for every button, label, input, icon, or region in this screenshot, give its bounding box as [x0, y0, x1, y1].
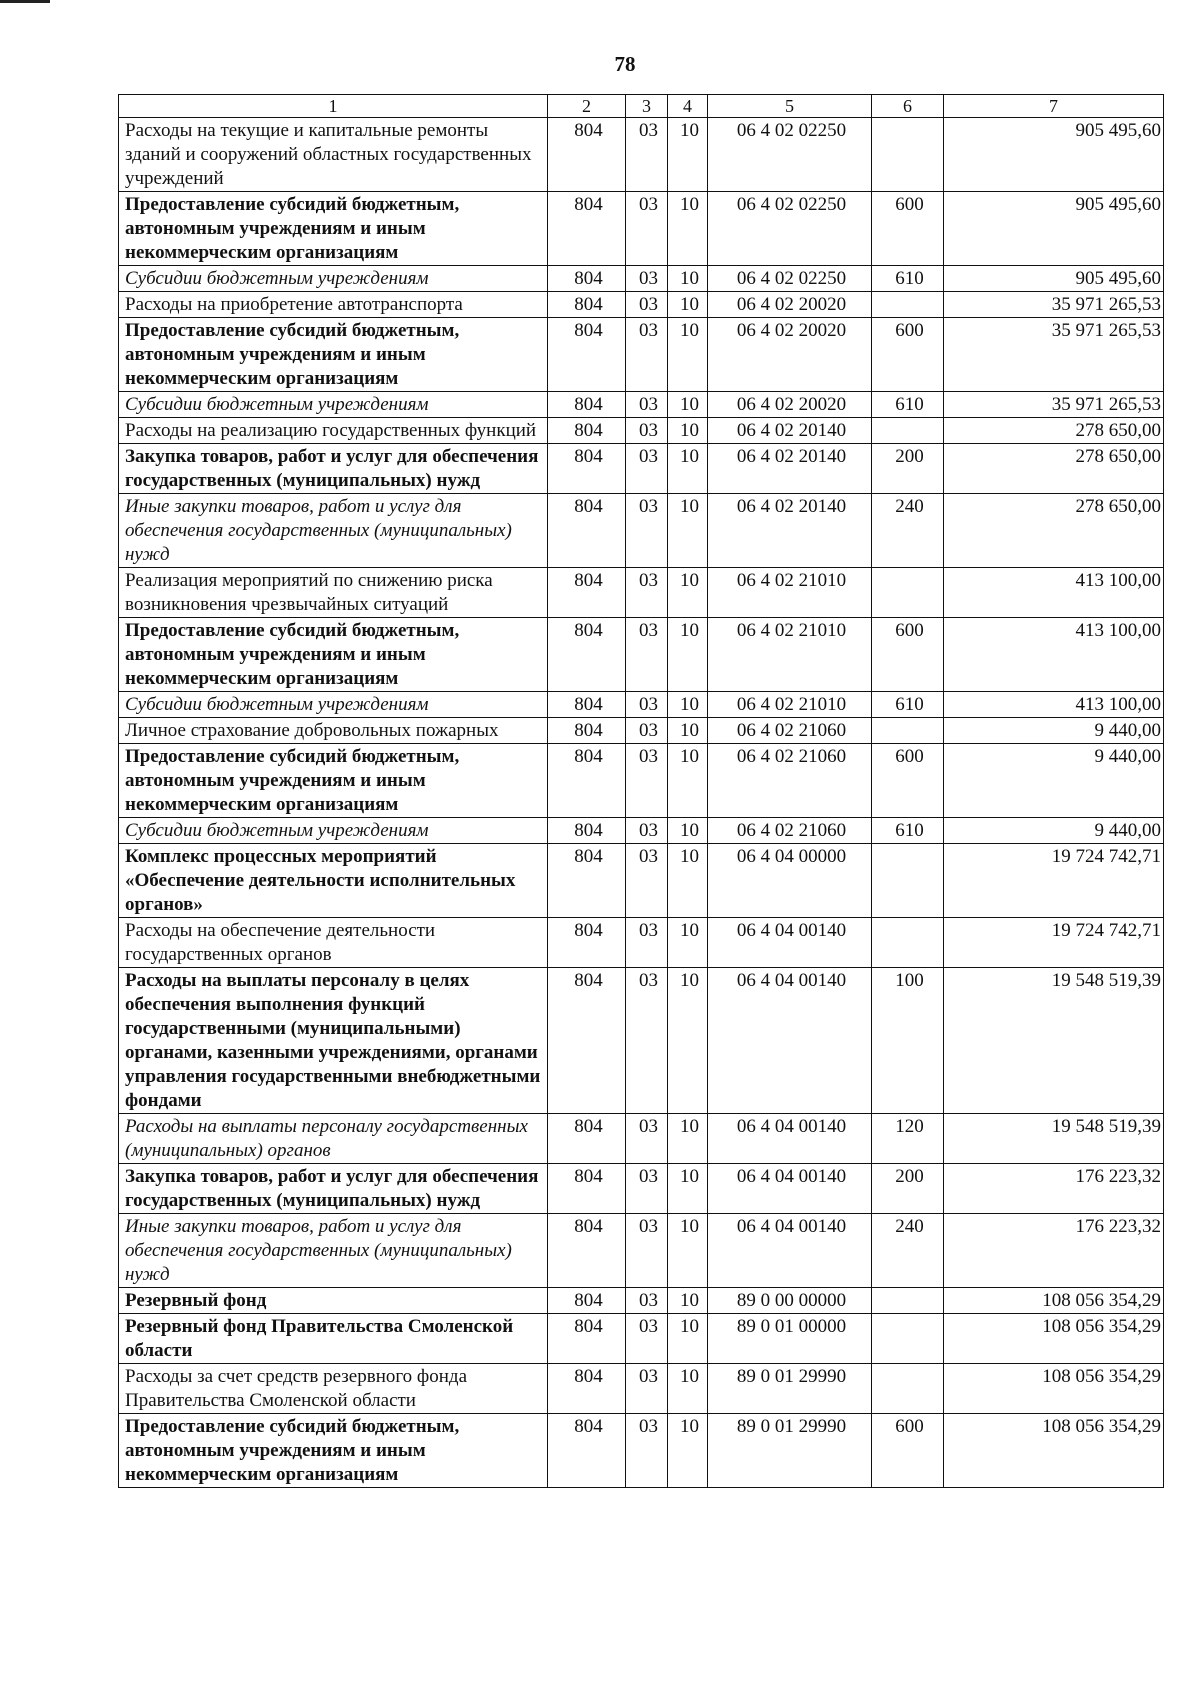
item-name: Предоставление субсидий бюджетным, автономным учреждениям и иным некоммерческим организациям	[119, 318, 548, 392]
table-row	[119, 744, 1164, 818]
table-row	[119, 444, 1164, 494]
item-name: Личное страхование добровольных пожарных	[119, 718, 548, 744]
column-header: 2	[548, 95, 626, 118]
cell-subsection-code: 10	[668, 494, 708, 568]
cell-subsection-code: 10	[668, 292, 708, 318]
item-name: Расходы на обеспечение деятельности государственных органов	[119, 918, 548, 968]
cell-subsection-code: 10	[668, 444, 708, 494]
cell-expense-type: 120	[872, 1114, 944, 1164]
cell-subsection-code: 10	[668, 818, 708, 844]
table-row	[119, 1114, 1164, 1164]
cell-target-code: 06 4 04 00000	[708, 844, 872, 918]
cell-expense-type: 100	[872, 968, 944, 1114]
column-header: 3	[626, 95, 668, 118]
cell-target-code: 06 4 02 21010	[708, 568, 872, 618]
table-row	[119, 392, 1164, 418]
cell-subsection-code: 10	[668, 1214, 708, 1288]
cell-amount: 35 971 265,53	[944, 392, 1164, 418]
cell-ministry-code: 804	[548, 618, 626, 692]
cell-target-code: 89 0 00 00000	[708, 1288, 872, 1314]
item-name: Расходы на текущие и капитальные ремонты зданий и сооружений областных государственных учреждений	[119, 118, 548, 192]
item-name: Субсидии бюджетным учреждениям	[119, 266, 548, 292]
table-row	[119, 844, 1164, 918]
cell-subsection-code: 10	[668, 392, 708, 418]
cell-target-code: 06 4 02 02250	[708, 118, 872, 192]
cell-amount: 413 100,00	[944, 568, 1164, 618]
cell-amount: 9 440,00	[944, 718, 1164, 744]
item-name: Расходы на выплаты персоналу государственных (муниципальных) органов	[119, 1114, 548, 1164]
item-name: Иные закупки товаров, работ и услуг для обеспечения государственных (муниципальных) нужд	[119, 494, 548, 568]
cell-ministry-code: 804	[548, 266, 626, 292]
cell-subsection-code: 10	[668, 718, 708, 744]
cell-ministry-code: 804	[548, 418, 626, 444]
cell-target-code: 89 0 01 29990	[708, 1414, 872, 1488]
cell-section-code: 03	[626, 1364, 668, 1414]
cell-expense-type	[872, 1364, 944, 1414]
cell-ministry-code: 804	[548, 1414, 626, 1488]
cell-expense-type	[872, 292, 944, 318]
cell-target-code: 06 4 02 02250	[708, 192, 872, 266]
table-row	[119, 568, 1164, 618]
cell-amount: 278 650,00	[944, 444, 1164, 494]
page-number: 78	[614, 52, 636, 76]
cell-target-code: 06 4 02 20140	[708, 418, 872, 444]
cell-subsection-code: 10	[668, 1364, 708, 1414]
cell-expense-type: 600	[872, 744, 944, 818]
cell-subsection-code: 10	[668, 1414, 708, 1488]
table-row	[119, 292, 1164, 318]
item-name: Расходы на реализацию государственных функций	[119, 418, 548, 444]
cell-amount: 35 971 265,53	[944, 292, 1164, 318]
cell-section-code: 03	[626, 292, 668, 318]
cell-target-code: 06 4 04 00140	[708, 1114, 872, 1164]
cell-amount: 19 724 742,71	[944, 844, 1164, 918]
cell-subsection-code: 10	[668, 266, 708, 292]
cell-expense-type: 600	[872, 318, 944, 392]
cell-amount: 278 650,00	[944, 418, 1164, 444]
cell-section-code: 03	[626, 266, 668, 292]
cell-target-code: 06 4 04 00140	[708, 968, 872, 1114]
cell-subsection-code: 10	[668, 418, 708, 444]
cell-target-code: 06 4 02 20020	[708, 318, 872, 392]
cell-target-code: 06 4 04 00140	[708, 1214, 872, 1288]
cell-subsection-code: 10	[668, 118, 708, 192]
cell-subsection-code: 10	[668, 192, 708, 266]
table-row	[119, 266, 1164, 292]
cell-subsection-code: 10	[668, 318, 708, 392]
cell-target-code: 06 4 02 02250	[708, 266, 872, 292]
item-name: Субсидии бюджетным учреждениям	[119, 818, 548, 844]
cell-expense-type	[872, 918, 944, 968]
cell-section-code: 03	[626, 1164, 668, 1214]
table-row	[119, 818, 1164, 844]
cell-section-code: 03	[626, 918, 668, 968]
cell-target-code: 06 4 02 21010	[708, 618, 872, 692]
cell-ministry-code: 804	[548, 968, 626, 1114]
item-name: Расходы за счет средств резервного фонда Правительства Смоленской области	[119, 1364, 548, 1414]
cell-subsection-code: 10	[668, 1164, 708, 1214]
cell-expense-type	[872, 1288, 944, 1314]
table-row	[119, 494, 1164, 568]
cell-amount: 905 495,60	[944, 266, 1164, 292]
cell-section-code: 03	[626, 1314, 668, 1364]
cell-ministry-code: 804	[548, 444, 626, 494]
cell-expense-type: 610	[872, 266, 944, 292]
cell-section-code: 03	[626, 568, 668, 618]
cell-expense-type: 600	[872, 618, 944, 692]
cell-amount: 905 495,60	[944, 192, 1164, 266]
item-name: Предоставление субсидий бюджетным, автономным учреждениям и иным некоммерческим организациям	[119, 192, 548, 266]
table-row	[119, 1364, 1164, 1414]
cell-amount: 176 223,32	[944, 1164, 1164, 1214]
table-row	[119, 318, 1164, 392]
table-row	[119, 1288, 1164, 1314]
cell-ministry-code: 804	[548, 744, 626, 818]
cell-ministry-code: 804	[548, 718, 626, 744]
cell-ministry-code: 804	[548, 844, 626, 918]
cell-subsection-code: 10	[668, 692, 708, 718]
cell-ministry-code: 804	[548, 118, 626, 192]
cell-subsection-code: 10	[668, 1288, 708, 1314]
cell-section-code: 03	[626, 744, 668, 818]
cell-ministry-code: 804	[548, 292, 626, 318]
table-row	[119, 1214, 1164, 1288]
cell-amount: 35 971 265,53	[944, 318, 1164, 392]
cell-section-code: 03	[626, 1288, 668, 1314]
cell-subsection-code: 10	[668, 1314, 708, 1364]
header-row	[119, 95, 1164, 118]
item-name: Иные закупки товаров, работ и услуг для обеспечения государственных (муниципальных) нужд	[119, 1214, 548, 1288]
budget-table	[118, 94, 1164, 1488]
cell-section-code: 03	[626, 844, 668, 918]
cell-section-code: 03	[626, 318, 668, 392]
item-name: Расходы на выплаты персоналу в целях обеспечения выполнения функций государственными (муниципальными) органами, казенными учреждениями, органами управления государственными внебюджетными фондами	[119, 968, 548, 1114]
item-name: Резервный фонд Правительства Смоленской области	[119, 1314, 548, 1364]
cell-amount: 9 440,00	[944, 744, 1164, 818]
cell-target-code: 06 4 02 21060	[708, 818, 872, 844]
cell-amount: 278 650,00	[944, 494, 1164, 568]
column-header: 5	[708, 95, 872, 118]
cell-expense-type	[872, 118, 944, 192]
cell-expense-type	[872, 1314, 944, 1364]
cell-target-code: 06 4 02 21010	[708, 692, 872, 718]
cell-expense-type: 610	[872, 818, 944, 844]
cell-target-code: 89 0 01 00000	[708, 1314, 872, 1364]
cell-section-code: 03	[626, 418, 668, 444]
cell-ministry-code: 804	[548, 318, 626, 392]
cell-ministry-code: 804	[548, 1314, 626, 1364]
cell-expense-type: 200	[872, 444, 944, 494]
cell-amount: 108 056 354,29	[944, 1288, 1164, 1314]
cell-ministry-code: 804	[548, 392, 626, 418]
table-row	[119, 618, 1164, 692]
table-row	[119, 1164, 1164, 1214]
cell-ministry-code: 804	[548, 1364, 626, 1414]
cell-subsection-code: 10	[668, 618, 708, 692]
item-name: Закупка товаров, работ и услуг для обеспечения государственных (муниципальных) нужд	[119, 444, 548, 494]
item-name: Предоставление субсидий бюджетным, автономным учреждениям и иным некоммерческим организациям	[119, 744, 548, 818]
cell-ministry-code: 804	[548, 192, 626, 266]
cell-expense-type: 200	[872, 1164, 944, 1214]
cell-target-code: 06 4 02 20020	[708, 292, 872, 318]
cell-target-code: 06 4 04 00140	[708, 1164, 872, 1214]
cell-amount: 413 100,00	[944, 618, 1164, 692]
table-row	[119, 192, 1164, 266]
cell-ministry-code: 804	[548, 818, 626, 844]
cell-target-code: 06 4 02 21060	[708, 744, 872, 818]
cell-amount: 9 440,00	[944, 818, 1164, 844]
table-row	[119, 692, 1164, 718]
cell-section-code: 03	[626, 718, 668, 744]
cell-amount: 108 056 354,29	[944, 1314, 1164, 1364]
cell-ministry-code: 804	[548, 692, 626, 718]
cell-amount: 108 056 354,29	[944, 1414, 1164, 1488]
item-name: Реализация мероприятий по снижению риска возникновения чрезвычайных ситуаций	[119, 568, 548, 618]
item-name: Расходы на приобретение автотранспорта	[119, 292, 548, 318]
cell-target-code: 06 4 02 20020	[708, 392, 872, 418]
table-row	[119, 1314, 1164, 1364]
cell-amount: 19 724 742,71	[944, 918, 1164, 968]
cell-expense-type: 610	[872, 392, 944, 418]
cell-section-code: 03	[626, 192, 668, 266]
cell-ministry-code: 804	[548, 1214, 626, 1288]
cell-section-code: 03	[626, 118, 668, 192]
cell-section-code: 03	[626, 1114, 668, 1164]
cell-section-code: 03	[626, 1414, 668, 1488]
cell-target-code: 06 4 02 21060	[708, 718, 872, 744]
cell-amount: 413 100,00	[944, 692, 1164, 718]
cell-amount: 108 056 354,29	[944, 1364, 1164, 1414]
cell-expense-type: 600	[872, 1414, 944, 1488]
cell-ministry-code: 804	[548, 1164, 626, 1214]
cell-expense-type: 240	[872, 1214, 944, 1288]
item-name: Предоставление субсидий бюджетным, автономным учреждениям и иным некоммерческим организациям	[119, 1414, 548, 1488]
item-name: Комплекс процессных мероприятий «Обеспечение деятельности исполнительных органов»	[119, 844, 548, 918]
cell-section-code: 03	[626, 618, 668, 692]
cell-expense-type: 610	[872, 692, 944, 718]
cell-section-code: 03	[626, 494, 668, 568]
table-row	[119, 718, 1164, 744]
cell-ministry-code: 804	[548, 568, 626, 618]
cell-ministry-code: 804	[548, 1114, 626, 1164]
cell-ministry-code: 804	[548, 494, 626, 568]
cell-subsection-code: 10	[668, 918, 708, 968]
cell-section-code: 03	[626, 818, 668, 844]
item-name: Закупка товаров, работ и услуг для обеспечения государственных (муниципальных) нужд	[119, 1164, 548, 1214]
cell-section-code: 03	[626, 1214, 668, 1288]
corner-line	[0, 0, 50, 3]
item-name: Субсидии бюджетным учреждениям	[119, 692, 548, 718]
cell-section-code: 03	[626, 692, 668, 718]
cell-expense-type	[872, 568, 944, 618]
table-row	[119, 918, 1164, 968]
table-row	[119, 1414, 1164, 1488]
column-header: 7	[944, 95, 1164, 118]
cell-subsection-code: 10	[668, 844, 708, 918]
cell-ministry-code: 804	[548, 1288, 626, 1314]
item-name: Предоставление субсидий бюджетным, автономным учреждениям и иным некоммерческим организациям	[119, 618, 548, 692]
cell-expense-type	[872, 718, 944, 744]
cell-expense-type	[872, 844, 944, 918]
cell-amount: 19 548 519,39	[944, 1114, 1164, 1164]
cell-target-code: 06 4 02 20140	[708, 494, 872, 568]
cell-amount: 176 223,32	[944, 1214, 1164, 1288]
cell-expense-type: 240	[872, 494, 944, 568]
item-name: Резервный фонд	[119, 1288, 548, 1314]
cell-expense-type: 600	[872, 192, 944, 266]
column-header: 4	[668, 95, 708, 118]
cell-section-code: 03	[626, 392, 668, 418]
cell-section-code: 03	[626, 968, 668, 1114]
cell-target-code: 06 4 02 20140	[708, 444, 872, 494]
table-row	[119, 418, 1164, 444]
cell-subsection-code: 10	[668, 568, 708, 618]
table-row	[119, 968, 1164, 1114]
cell-subsection-code: 10	[668, 744, 708, 818]
item-name: Субсидии бюджетным учреждениям	[119, 392, 548, 418]
cell-ministry-code: 804	[548, 918, 626, 968]
column-header: 1	[119, 95, 548, 118]
cell-target-code: 89 0 01 29990	[708, 1364, 872, 1414]
table-row	[119, 118, 1164, 192]
column-header: 6	[872, 95, 944, 118]
cell-subsection-code: 10	[668, 1114, 708, 1164]
cell-expense-type	[872, 418, 944, 444]
cell-subsection-code: 10	[668, 968, 708, 1114]
cell-amount: 905 495,60	[944, 118, 1164, 192]
cell-amount: 19 548 519,39	[944, 968, 1164, 1114]
cell-section-code: 03	[626, 444, 668, 494]
cell-target-code: 06 4 04 00140	[708, 918, 872, 968]
